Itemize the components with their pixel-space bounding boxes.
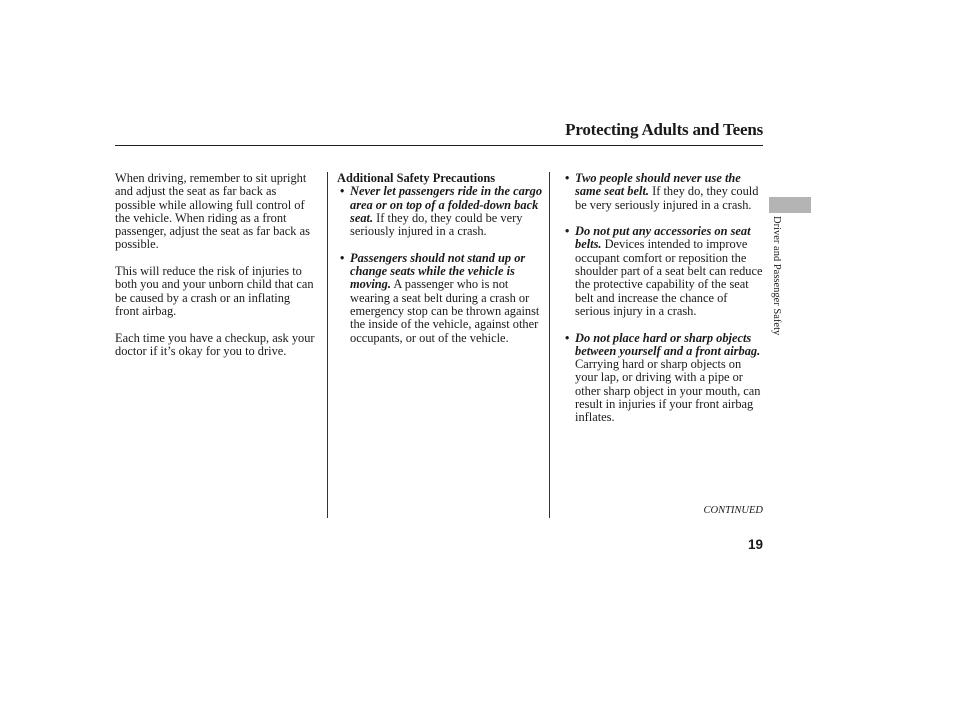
bullet-text: If they do, they could be very seriously injured in a crash.: [350, 210, 523, 239]
bullet-text: Carrying hard or sharp objects on your lap, or driving with a pipe or other sharp object in your mouth, can result in injuries if your front airbag inflates.: [575, 357, 761, 425]
bullet-lead: Never let passengers ride in the cargo area or on top of a folded-down back seat.: [350, 184, 543, 225]
bullet-lead: Passengers should not stand up or change seats while the vehicle is moving.: [350, 250, 526, 292]
bullet-text: A passenger who is not wearing a seat belt during a crash or emergency stop can be thrown against the inside of the vehicle, against other occupants, or out of the vehicle.: [350, 277, 540, 345]
bullet-lead: Do not put any accessories on seat belts.: [575, 224, 751, 252]
bullet-dot: •: [565, 224, 570, 239]
paragraph: This will reduce the risk of injuries to both you and your unborn child that can be caused by a crash or an inflating front airbag.: [115, 264, 314, 318]
bullet-dot: •: [565, 171, 570, 185]
column-right: [562, 172, 765, 425]
bullet-item: [562, 172, 765, 212]
column-middle: [337, 172, 543, 345]
bullet-dot: •: [340, 250, 345, 265]
bullet-text: If they do, they could be very seriously injured in a crash.: [575, 184, 759, 212]
column-left: [115, 172, 315, 358]
title-rule: [115, 145, 763, 146]
section-heading: Additional Safety Precautions: [337, 171, 496, 185]
page-number: 19: [747, 537, 763, 552]
bullet-item: [337, 252, 543, 345]
bullet-dot: •: [340, 184, 345, 199]
bullet-item: [562, 225, 765, 318]
bullet-dot: •: [565, 330, 570, 345]
bullet-item: [562, 332, 765, 425]
bullet-lead: Two people should never use the same seat belt.: [575, 171, 741, 199]
page-title: Protecting Adults and Teens: [565, 120, 763, 139]
continued-label: CONTINUED: [703, 505, 763, 516]
column-divider-1: [327, 172, 328, 518]
bullet-text: Devices intended to improve occupant comfort or reposition the shoulder part of a seat belt can reduce the protective capability of the seat belt and increase the chance of serious injury in a crash.: [575, 237, 763, 318]
bullet-lead: Do not place hard or sharp objects between yourself and a front airbag.: [575, 330, 761, 358]
section-side-label: Driver and Passenger Safety: [771, 216, 782, 336]
section-tab: [769, 197, 811, 213]
paragraph: When driving, remember to sit upright and adjust the seat as far back as possible while allowing full control of the vehicle. When riding as a front passenger, adjust the seat as far back as possible.: [115, 171, 310, 252]
column-divider-2: [549, 172, 550, 518]
paragraph: Each time you have a checkup, ask your doctor if it’s okay for you to drive.: [115, 330, 315, 358]
bullet-item: [337, 185, 543, 238]
